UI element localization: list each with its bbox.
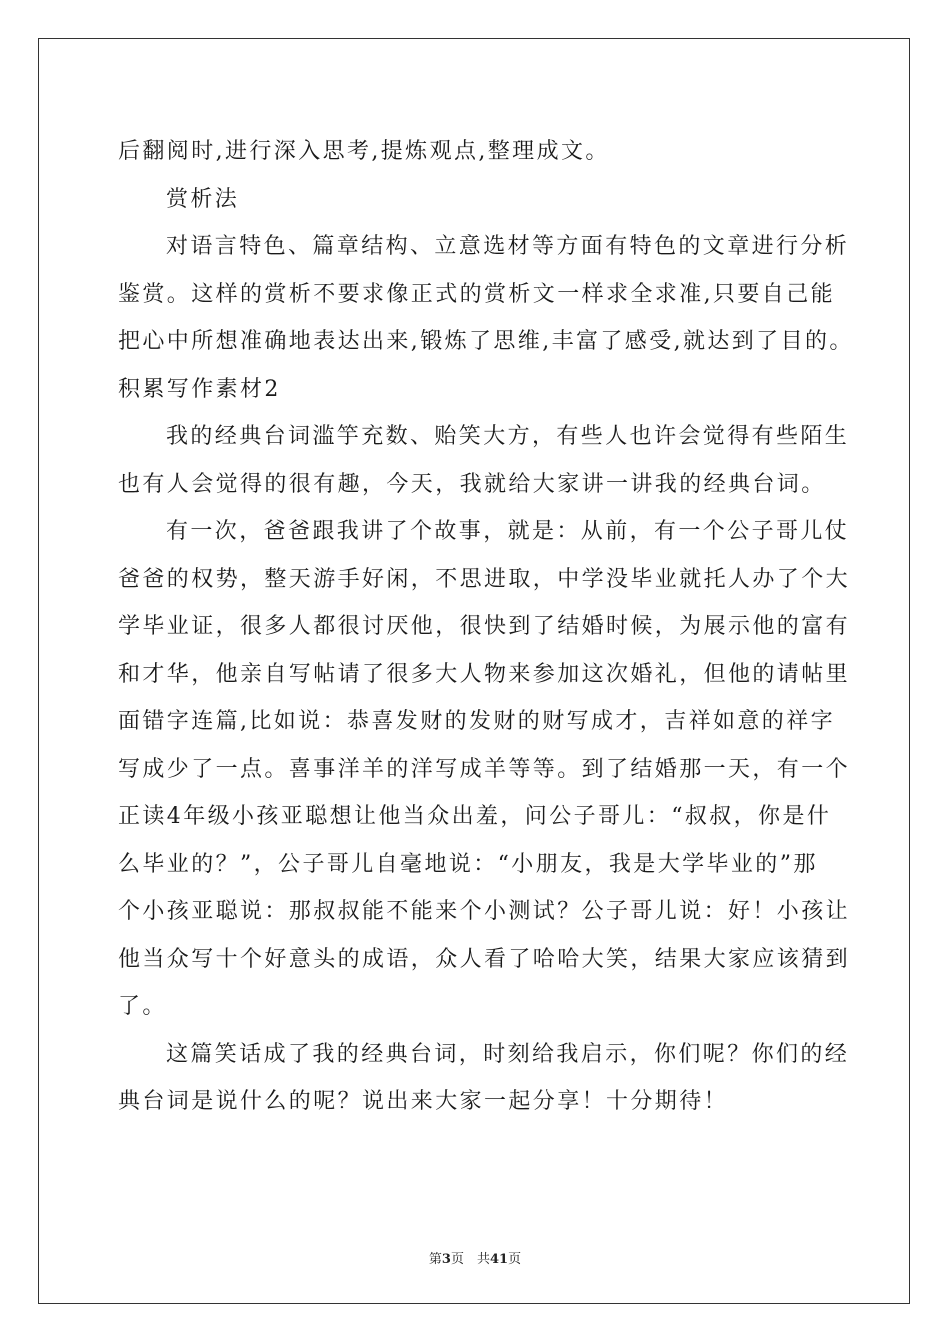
text-line: 对语言特色、篇章结构、立意选材等方面有特色的文章进行分析 bbox=[166, 234, 850, 259]
page-total: 41 bbox=[489, 1252, 509, 1267]
text-line: 个小孩亚聪说：那叔叔能不能来个小测试？公子哥儿说：好！小孩让 bbox=[118, 899, 851, 924]
text-line: 学毕业证，很多人都很讨厌他，很快到了结婚时候，为展示他的富有 bbox=[118, 614, 851, 639]
text-line: 有一次，爸爸跟我讲了个故事，就是：从前，有一个公子哥儿仗 bbox=[166, 519, 850, 544]
text-line: 爸爸的权势，整天游手好闲，不思进取，中学没毕业就托人办了个大 bbox=[118, 566, 851, 592]
text-line: 后翻阅时,进行深入思考,提炼观点,整理成文。 bbox=[118, 139, 610, 164]
page-mid: 页 共 bbox=[450, 1252, 490, 1267]
text-line: 鉴赏。这样的赏析不要求像正式的赏析文一样求全求准,只要自己能 bbox=[118, 281, 835, 307]
text-line: 么毕业的？”，公子哥儿自毫地说：“小朋友，我是大学毕业的”那 bbox=[118, 851, 818, 877]
text-line: 写成少了一点。喜事洋羊的洋写成羊等等。到了结婚那一天，有一个 bbox=[118, 756, 851, 782]
text-line: 正读4年级小孩亚聪想让他当众出羞，问公子哥儿：“叔叔，你是什 bbox=[118, 804, 832, 829]
page-suffix: 页 bbox=[508, 1252, 522, 1267]
document-body bbox=[118, 128, 854, 1126]
text-line: 赏析法 bbox=[166, 186, 240, 212]
text-line: 这篇笑话成了我的经典台词，时刻给我启示，你们呢？你们的经 bbox=[166, 1041, 850, 1067]
page-prefix: 第 bbox=[428, 1252, 442, 1267]
page-current: 3 bbox=[441, 1252, 451, 1267]
text-line: 他当众写十个好意头的成语，众人看了哈哈大笑，结果大家应该猜到 bbox=[118, 946, 851, 972]
text-line: 典台词是说什么的呢？说出来大家一起分享！十分期待！ bbox=[118, 1089, 729, 1114]
text-line: 也有人会觉得的很有趣，今天，我就给大家讲一讲我的经典台词。 bbox=[118, 471, 826, 497]
text-line: 了。 bbox=[118, 994, 167, 1019]
text-line: 把心中所想准确地表达出来,锻炼了思维,丰富了感受,就达到了目的。 bbox=[118, 329, 854, 354]
section-heading: 积累写作素材2 bbox=[118, 376, 281, 402]
text-line: 和才华，他亲自写帖请了很多大人物来参加这次婚礼，但他的请帖里 bbox=[118, 661, 851, 687]
text-line: 面错字连篇,比如说：恭喜发财的发财的财写成才，吉祥如意的祥字 bbox=[118, 709, 835, 734]
text-line: 我的经典台词滥竽充数、贻笑大方，有些人也许会觉得有些陌生 bbox=[166, 424, 850, 449]
page-number-footer bbox=[0, 1248, 950, 1267]
